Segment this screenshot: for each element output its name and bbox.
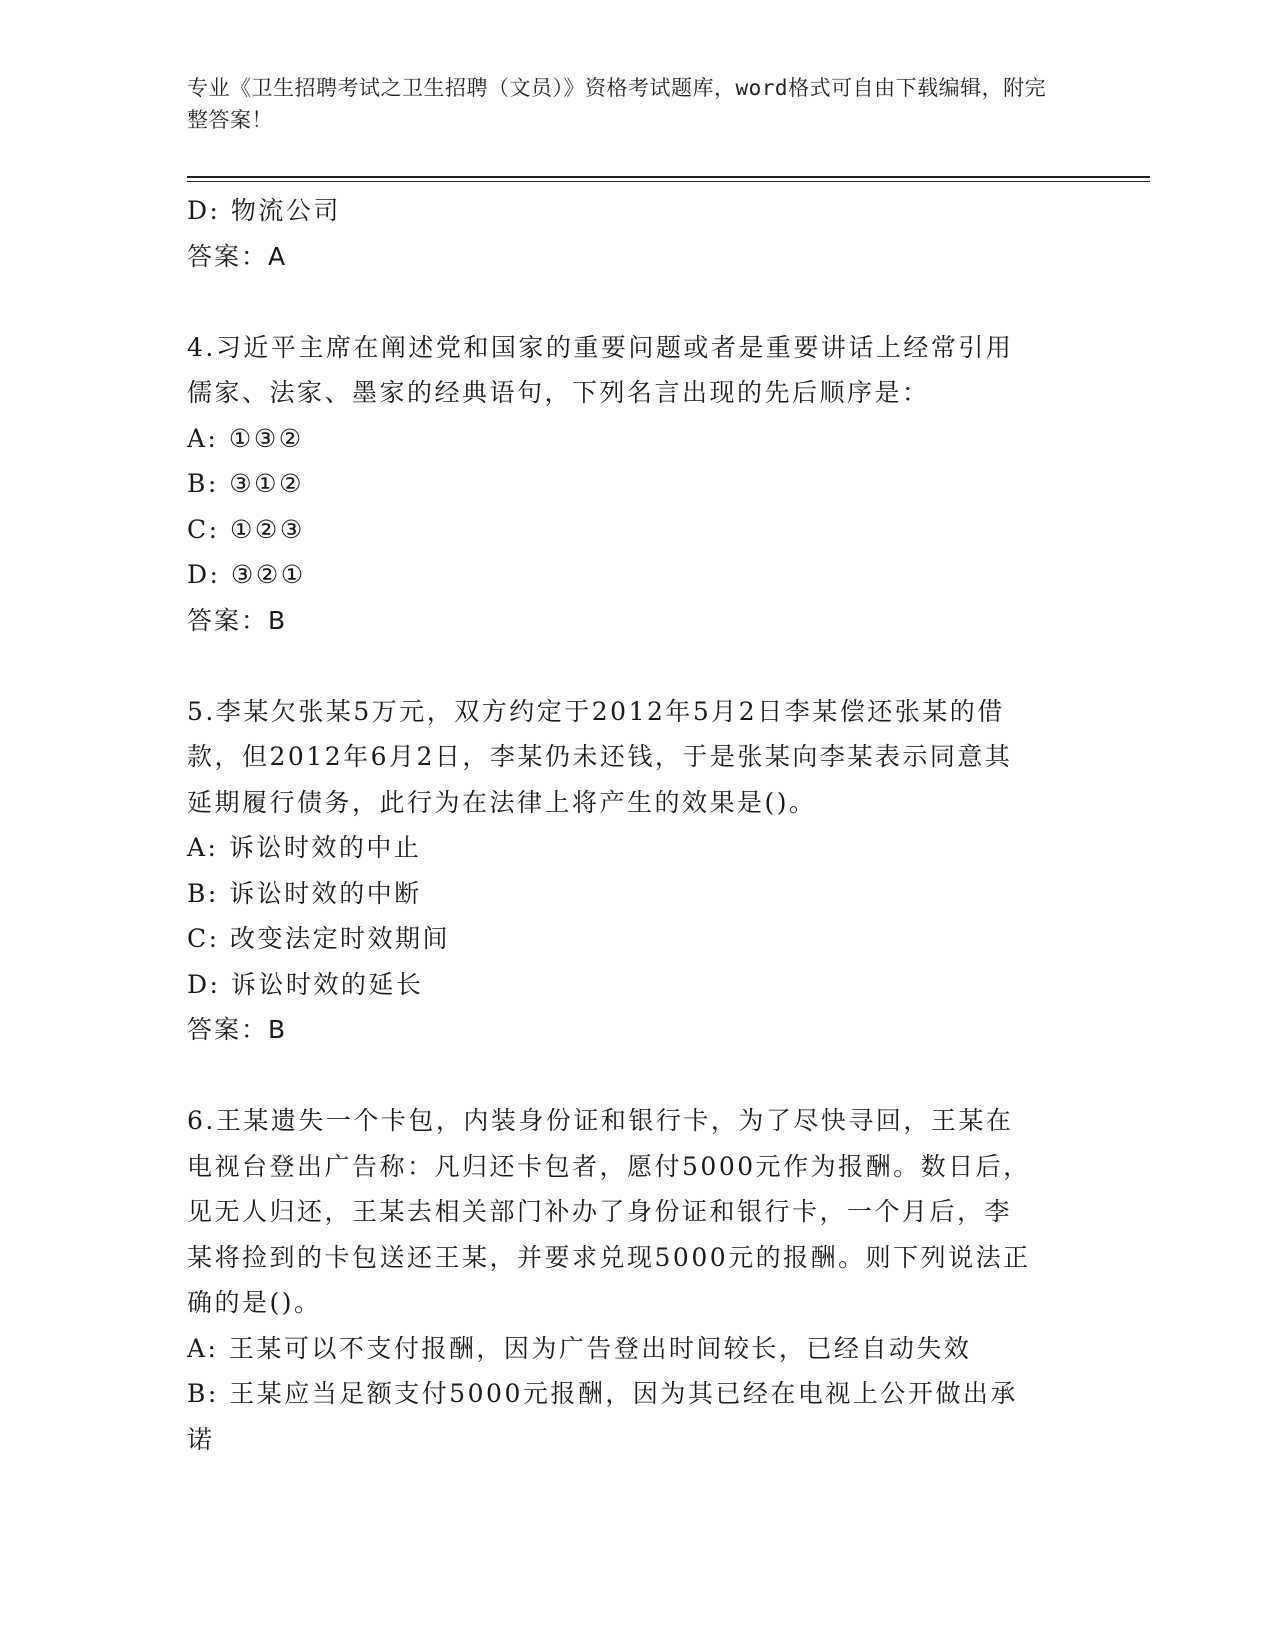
header-rule-thick <box>187 176 1150 178</box>
option-d: D: ③②① <box>187 560 306 589</box>
option-b: B: ③①② <box>187 469 304 498</box>
question-stem: 5.李某欠张某5万元，双方约定于2012年5月2日李某偿还张某的借 <box>187 696 1005 726</box>
spacer <box>187 279 1067 325</box>
option-d: D: 物流公司 <box>187 196 341 225</box>
question-stem: 延期履行债务，此行为在法律上将产生的效果是()。 <box>187 787 817 817</box>
spacer <box>187 1053 1067 1099</box>
question-stem: 见无人归还，王某去相关部门补办了身份证和银行卡，一个月后，李 <box>187 1197 1013 1226</box>
question-stem: 电视台登出广告称：凡归还卡包者，愿付5000元作为报酬。数日后， <box>187 1151 1031 1181</box>
header-rule-thin <box>187 181 1150 182</box>
question-6 <box>187 1098 1067 1462</box>
page-header: 专业《卫生招聘考试之卫生招聘（文员）》资格考试题库，word格式可自由下载编辑，附完整答案！ <box>187 76 1047 132</box>
question-stem: 6.王某遗失一个卡包，内装身份证和银行卡，为了尽快寻回，王某在 <box>187 1106 1014 1135</box>
option-b-continued: 诺 <box>187 1424 215 1454</box>
option-a: A: 王某可以不支付报酬，因为广告登出时间较长，已经自动失效 <box>187 1333 972 1363</box>
option-a: A: 诉讼时效的中止 <box>187 833 422 862</box>
option-b: B: 王某应当足额支付5000元报酬，因为其已经在电视上公开做出承 <box>187 1379 1018 1408</box>
option-d: D: 诉讼时效的延长 <box>187 969 424 999</box>
question-stem: 确的是()。 <box>187 1288 322 1317</box>
question-stem: 款，但2012年6月2日，李某仍未还钱，于是张某向李某表示同意其 <box>187 742 1013 771</box>
option-c: C: 改变法定时效期间 <box>187 924 450 953</box>
spacer <box>187 643 1067 689</box>
question-3-tail <box>187 188 1067 279</box>
option-a: A: ①③② <box>187 423 304 453</box>
question-stem: 某将捡到的卡包送还王某，并要求兑现5000元的报酬。则下列说法正 <box>187 1242 1031 1272</box>
option-c: C: ①②③ <box>187 514 305 544</box>
question-5 <box>187 689 1067 1053</box>
answer-label: 答案：B <box>187 605 288 635</box>
answer-label: 答案：A <box>187 241 288 271</box>
question-content <box>187 188 1067 1462</box>
answer-label: 答案：B <box>187 1015 288 1044</box>
question-stem: 儒家、法家、墨家的经典语句，下列名言出现的先后顺序是： <box>187 378 930 407</box>
question-4 <box>187 325 1067 644</box>
option-b: B: 诉讼时效的中断 <box>187 878 422 908</box>
question-stem: 4.习近平主席在阐述党和国家的重要问题或者是重要讲话上经常引用 <box>187 332 1014 362</box>
